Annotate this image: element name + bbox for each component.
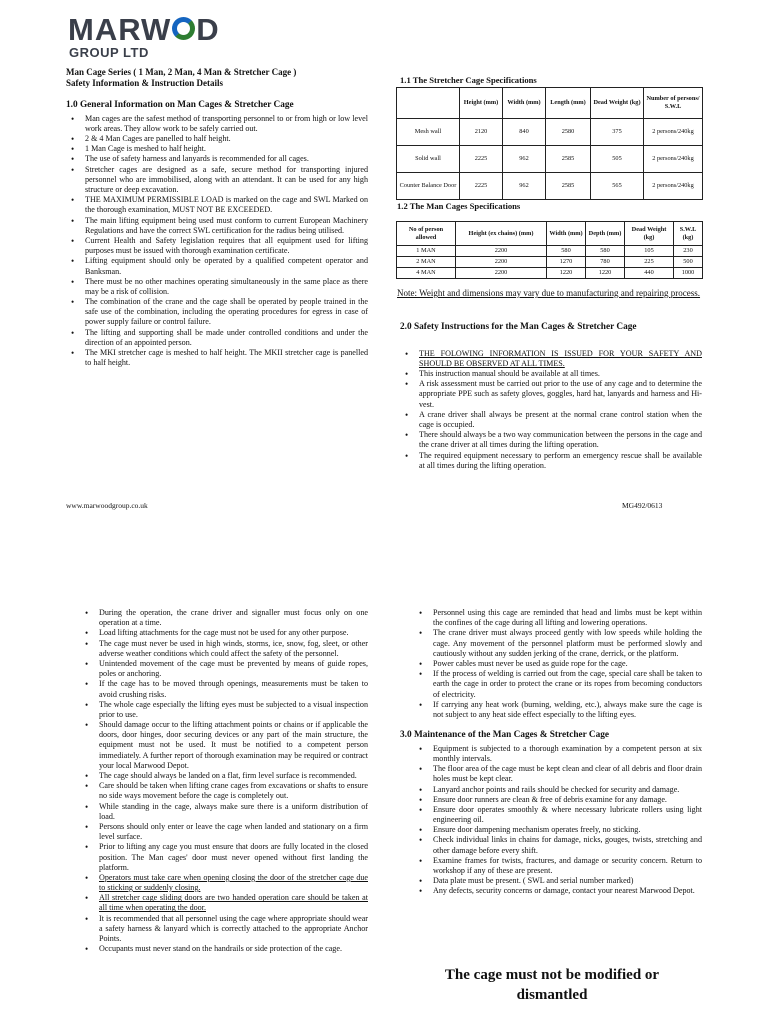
table-header-cell: Number of persons/ S.W.L: [644, 88, 703, 119]
operation-list-continued: [414, 608, 702, 720]
table-row: Solid wall 2225 962 2585 505 2 persons/240kg: [397, 146, 703, 173]
list-item: • While standing in the cage, always make sure there is a uniform distribution of load.: [80, 802, 368, 822]
list-item: • The use of safety harness and lanyards is recommended for all cages.: [66, 154, 368, 164]
list-item: • Ensure door runners are clean & free of debris examine for any damage.: [414, 795, 702, 805]
mancage-table-heading: 1.2 The Man Cages Specifications: [397, 201, 521, 211]
list-item: • All stretcher cage sliding doors are two handed operation care should be taken at all time when operating the door.: [80, 893, 368, 913]
page2-right-column: [400, 608, 702, 897]
stretcher-spec-table: [396, 87, 703, 200]
footer-website: www.marwoodgroup.co.uk: [66, 501, 148, 510]
general-info-list: [66, 114, 368, 369]
table-row: 2 MAN 2200 1270 780 225 500: [397, 257, 703, 268]
list-item: • 2 & 4 Man Cages are panelled to half height.: [66, 134, 368, 144]
table-header-cell: Dead Weight (kg): [591, 88, 644, 119]
list-item: • Equipment is subjected to a thorough examination by a competent person at six monthly intervals.: [414, 744, 702, 764]
list-item: • There must be no other machines operating simultaneously in the same place as there may be a risk of collision.: [66, 277, 368, 297]
list-item: • Data plate must be present. ( SWL and serial number marked): [414, 876, 702, 886]
list-item: • A crane driver shall always be present at the normal crane control station when the cage is occupied.: [400, 410, 702, 430]
list-item: • The lifting and supporting shall be made under controlled conditions and under the direction of an appointed person.: [66, 328, 368, 348]
modification-warning: The cage must not be modified or dismantled: [444, 967, 660, 1003]
section-safety-instructions: [400, 322, 702, 471]
section-heading: 3.0 Maintenance of the Man Cages & Stretcher Cage: [400, 730, 610, 741]
list-item: • Lanyard anchor points and rails should be checked for security and damage.: [414, 785, 702, 795]
list-item: • This instruction manual should be available at all times.: [400, 369, 702, 379]
list-item: • Operators must take care when opening closing the door of the stretcher cage due to sticking or suddenly closing.: [80, 873, 368, 893]
maintenance-list: [414, 744, 702, 897]
list-item: • Power cables must never be used as guide rope for the cage.: [414, 659, 702, 669]
list-item: • There should always be a two way communication between the persons in the cage and the crane driver at all times during the lifting operation.: [400, 430, 702, 450]
list-item: • The cage should always be landed on a flat, firm level surface is recommended.: [80, 771, 368, 781]
list-item: • THE FOLOWING INFORMATION IS ISSUED FOR YOUR SAFETY AND SHOULD BE OBSERVED AT ALL TIMES.: [400, 349, 702, 369]
table-header-cell: Dead Weight (kg): [625, 222, 674, 246]
list-item: • Any defects, security concerns or damage, contact your nearest Marwood Depot.: [414, 886, 702, 896]
table-header-cell: [397, 88, 460, 119]
table-header-row: [397, 88, 703, 119]
list-item: • The crane driver must always proceed gently with low speeds while holding the cage. Any movement of the personnel platform must be performed slowly and cautiously without any sudden jerking of the crane, derrick, or the platform.: [414, 628, 702, 659]
list-item: • If carrying any heat work (burning, welding, etc.), always make sure the cage is not subject to any heat side effect especially to the lifting eyes.: [414, 700, 702, 720]
table-header-cell: Height (mm): [460, 88, 503, 119]
table-row: 1 MAN 2200 580 580 105 230: [397, 246, 703, 257]
list-item: • Check individual links in chains for damage, nicks, gouges, twists, stretching and other damage before every shift.: [414, 835, 702, 855]
list-item: • If the process of welding is carried out from the cage, special care shall be taken to earth the cage in order to protect the crane or its ropes from becoming conductors of electricity.: [414, 669, 702, 700]
list-item: • Persons should only enter or leave the cage when landed and stationary on a firm level surface.: [80, 822, 368, 842]
table-row: Counter Balance Door 2225 962 2585 565 2 persons/240kg: [397, 173, 703, 200]
table-header-cell: Depth (mm): [586, 222, 625, 246]
list-item: • It is recommended that all personnel using the cage where appropriate should wear a safety harness & lanyard which is correctly attached to the appropriate Anchor Points.: [80, 914, 368, 945]
section-heading: 2.0 Safety Instructions for the Man Cages & Stretcher Cage: [400, 322, 637, 332]
table-header-cell: Width (mm): [547, 222, 586, 246]
page2-left-column: [80, 608, 368, 954]
table-row: 4 MAN 2200 1220 1220 440 1000: [397, 268, 703, 279]
section-heading: 1.0 General Information on Man Cages & Stretcher Cage: [66, 100, 294, 110]
mancage-spec-table: [396, 221, 703, 279]
section-general-information: [66, 100, 368, 368]
list-item: • Examine frames for twists, fractures, and damage or security concern. Return to workshop if any of these are present.: [414, 856, 702, 876]
list-item: • The main lifting equipment being used must conform to current European Machinery Regulations and have the correct SWL certification for the radius being utilised.: [66, 216, 368, 236]
stretcher-table-heading: 1.1 The Stretcher Cage Specifications: [400, 75, 537, 85]
list-item: • Personnel using this cage are reminded that head and limbs must be kept within the confines of the cage during all lifting and lowering operations.: [414, 608, 702, 628]
safety-instructions-list: [400, 349, 702, 471]
list-item: • Stretcher cages are designed as a safe, secure method for transporting injured personnel who are immobilised, along with an attendant. It can be used for any high structure or deep excavation.: [66, 165, 368, 196]
list-item: • The whole cage especially the lifting eyes must be subjected to a visual inspection prior to use.: [80, 700, 368, 720]
list-item: • During the operation, the crane driver and signaller must focus only on one operation at a time.: [80, 608, 368, 628]
document-title: Man Cage Series ( 1 Man, 2 Man, 4 Man & Stretcher Cage ) Safety Information & Instruction Details: [66, 67, 297, 89]
dimensions-note: Note: Weight and dimensions may vary due to manufacturing and repairing process.: [397, 288, 701, 298]
list-item: • A risk assessment must be carried out prior to the use of any cage and to determine the appropriate PPE such as safety gloves, goggles, hard hat, lanyards and harness and Hi-vest.: [400, 379, 702, 410]
list-item: • Care should be taken when lifting crane cages from excavations or shafts to ensure no side ways movement before the cage is completely out.: [80, 781, 368, 801]
list-item: • Load lifting attachments for the cage must not be used for any other purpose.: [80, 628, 368, 638]
list-item: • Man cages are the safest method of transporting personnel to or from high or low level work areas. They allow work to be safely carried out.: [66, 114, 368, 134]
list-item: • Ensure door operates smoothly & where necessary lubricate rollers using light engineering oil.: [414, 805, 702, 825]
list-item: • The cage must never be used in high winds, storms, ice, snow, fog, sleet, or other adverse weather conditions which could affect the safety of the personnel.: [80, 639, 368, 659]
table-row: Mesh wall 2120 840 2580 375 2 persons/240kg: [397, 119, 703, 146]
list-item: • The floor area of the cage must be kept clean and clear of all debris and floor drain holes must be kept clear.: [414, 764, 702, 784]
list-item: • The required equipment necessary to perform an emergency rescue shall be available at all times during the lifting operation.: [400, 451, 702, 471]
list-item: • The MKI stretcher cage is meshed to half height. The MKII stretcher cage is panelled to half height.: [66, 348, 368, 368]
list-item: • Prior to lifting any cage you must ensure that doors are fully located in the closed position. The Man cages' door must never opened without first landing the platform.: [80, 842, 368, 873]
table-header-cell: No of person allowed: [397, 222, 456, 246]
table-header-row: [397, 222, 703, 246]
logo-swoosh-icon: [172, 17, 195, 40]
list-item: • THE MAXIMUM PERMISSIBLE LOAD is marked on the cage and SWL Marked on the thorough examination, MUST NOT BE EXCEEDED.: [66, 195, 368, 215]
list-item: • 1 Man Cage is meshed to half height.: [66, 144, 368, 154]
list-item: • Ensure door dampening mechanism operates freely, no sticking.: [414, 825, 702, 835]
list-item: • Current Health and Safety legislation requires that all equipment used for lifting purposes must be issued with thorough examination certificate.: [66, 236, 368, 256]
operation-list: [80, 608, 368, 954]
table-header-cell: S.W.L (kg): [674, 222, 703, 246]
list-item: • Occupants must never stand on the handrails or side protection of the cage.: [80, 944, 368, 954]
table-header-cell: Height (ex chains) (mm): [456, 222, 547, 246]
list-item: • Lifting equipment should only be operated by a qualified competent operator and Banksman.: [66, 256, 368, 276]
footer-document-code: MG492/0613: [622, 501, 663, 510]
table-header-cell: Length (mm): [546, 88, 591, 119]
list-item: • Should damage occur to the lifting attachment points or chains or if applicable the doors, door hinges, door securing devices or any part of the main structure, the equipment must not be used. It must be notified to a competent person immediately. A further report of thorough examination may be required or contract your local Marwood Depot.: [80, 720, 368, 771]
list-item: • If the cage has to be moved through openings, measurements must be taken to avoid crushing risks.: [80, 679, 368, 699]
company-logo: MARW D GROUP LTD: [68, 12, 220, 60]
list-item: • The combination of the crane and the cage shall be operated by people trained in the safe use of the combination, including the operating procedures for egress in case of power supply failure or control failure.: [66, 297, 368, 328]
table-header-cell: Width (mm): [503, 88, 546, 119]
list-item: • Unintended movement of the cage must be prevented by means of guide ropes, poles or anchoring.: [80, 659, 368, 679]
